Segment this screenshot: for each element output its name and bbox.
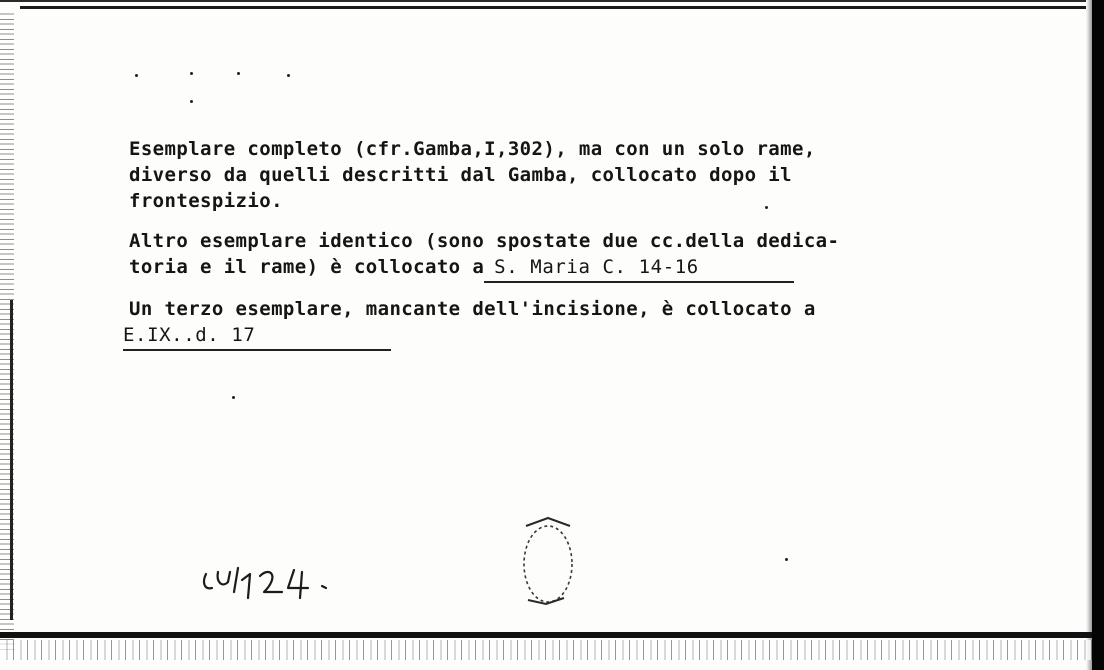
speck xyxy=(190,100,193,103)
speck xyxy=(190,72,193,75)
library-stamp xyxy=(516,514,580,608)
handwritten-note-drawing xyxy=(198,558,348,608)
scan-edge-left-line xyxy=(10,300,13,620)
scan-edge-top-outer xyxy=(0,0,1104,2)
paragraph-second-copy xyxy=(129,228,839,283)
text-line: Esemplare completo (cfr.Gamba,I,302), ma con un solo rame, xyxy=(129,138,816,160)
shelfmark-reference: S. Maria C. 14-16 xyxy=(484,254,794,283)
paragraph-third-copy xyxy=(123,296,816,351)
shelfmark-reference: E.IX..d. 17 xyxy=(123,322,391,351)
speck xyxy=(287,74,290,77)
speck xyxy=(232,396,235,399)
text-line: diverso da quelli descritti dal Gamba, collocato dopo il xyxy=(129,164,792,186)
scan-edge-top xyxy=(20,6,1090,9)
scan-edge-bottom-noise xyxy=(0,640,1092,660)
text-line: toria e il rame) è collocato a xyxy=(129,256,485,278)
speck xyxy=(785,558,788,561)
speck xyxy=(135,74,138,77)
speck xyxy=(237,72,240,75)
text-line: Un terzo esemplare, mancante dell'incisione, è collocato a xyxy=(129,298,816,320)
scan-edge-bottom xyxy=(0,632,1092,638)
text-line: frontespizio. xyxy=(129,190,283,212)
text-line: Altro esemplare identico (sono spostate due cc.della dedica- xyxy=(129,230,840,252)
scan-edge-right xyxy=(1092,0,1104,670)
paragraph-complete-copy xyxy=(129,136,816,214)
